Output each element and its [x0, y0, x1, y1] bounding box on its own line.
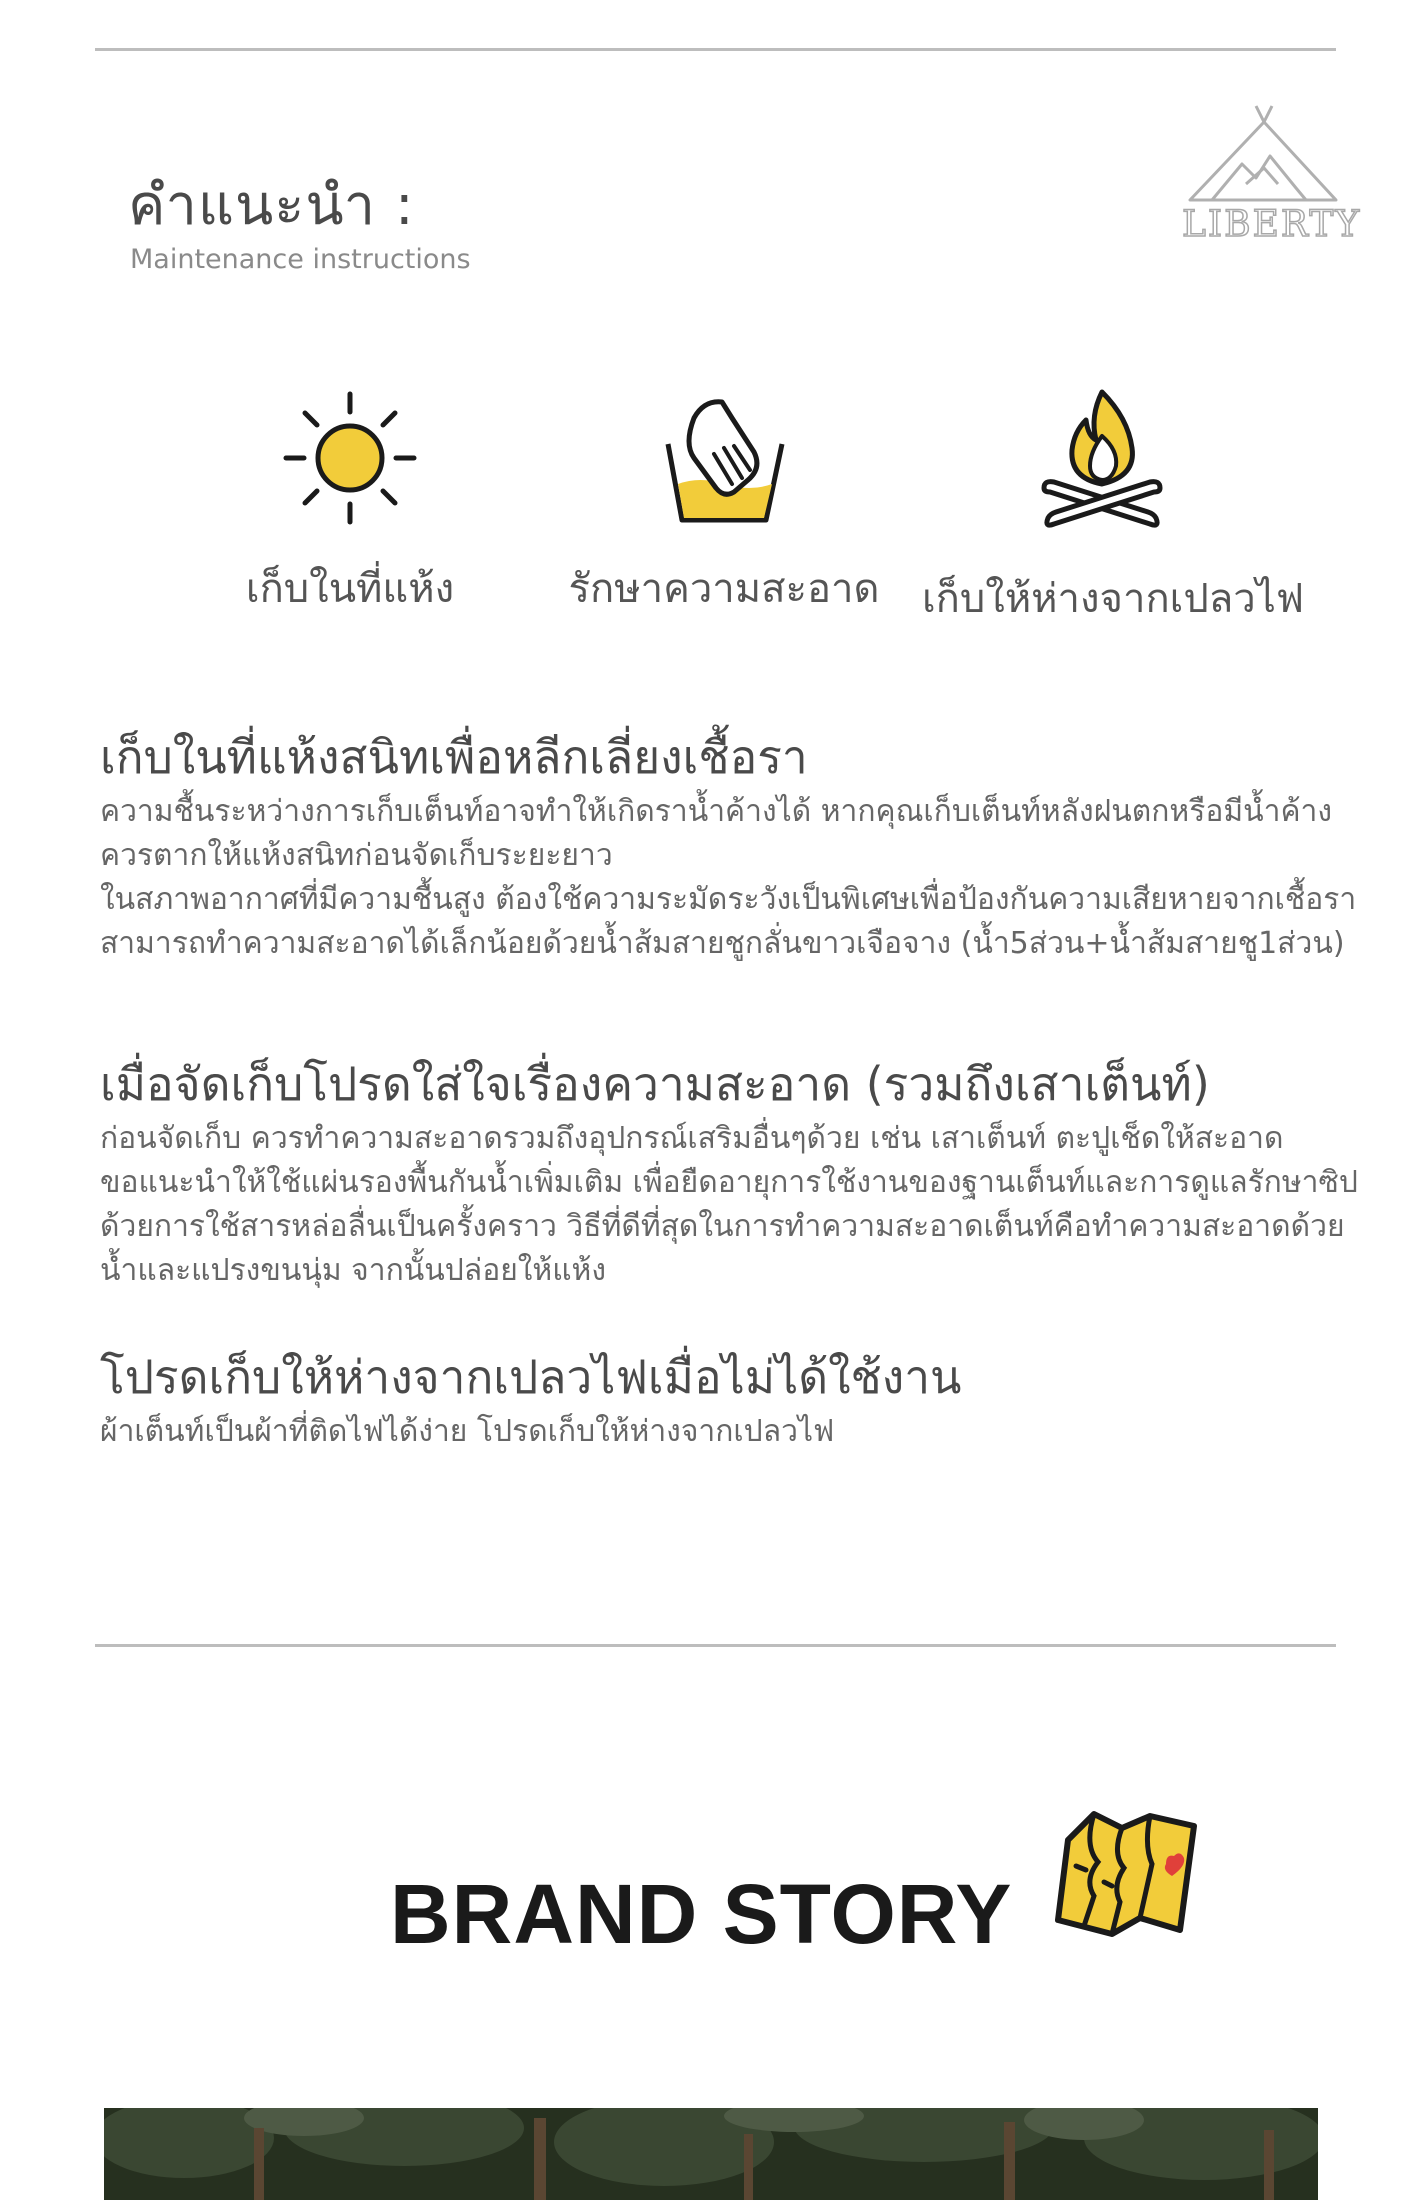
body-line: ความชื้นระหว่างการเก็บเต็นท์อาจทำให้เกิดราน้ำค้างได้ หากคุณเก็บเต็นท์หลังฝนตกหรือมีน้ำค้าง [100, 794, 1333, 829]
body-line: ควรตากให้แห้งสนิทก่อนจัดเก็บระยะยาว [100, 838, 613, 873]
top-divider [95, 48, 1336, 51]
body-line: สามารถทำความสะอาดได้เล็กน้อยด้วยน้ำส้มสายชูกลั่นขาวเจือจาง (น้ำ5ส่วน+น้ำส้มสายชู1ส่วน) [100, 926, 1345, 961]
care-item-dry [170, 388, 530, 620]
body-line: ในสภาพอากาศที่มีความชื้นสูง ต้องใช้ความระมัดระวังเป็นพิเศษเพื่อป้องกันความเสียหายจากเชื้อรา [100, 882, 1357, 917]
hand-wash-icon [654, 388, 794, 528]
folded-map-icon [1054, 1806, 1204, 1942]
section-body [100, 1117, 1360, 1293]
section-heading: เมื่อจัดเก็บโปรดใส่ใจเรื่องความสะอาด (รวมถึงเสาเต็นท์) [100, 1057, 1210, 1111]
body-line: ก่อนจัดเก็บ ควรทำความสะอาดรวมถึงอุปกรณ์เสริมอื่นๆด้วย เช่น เสาเต็นท์ ตะปูเช็ดให้สะอาด [100, 1121, 1284, 1156]
body-line: ผ้าเต็นท์เป็นผ้าที่ติดไฟได้ง่าย โปรดเก็บให้ห่างจากเปลวไฟ [100, 1414, 835, 1449]
care-label-clean: รักษาความสะอาด [568, 566, 880, 612]
section-fire-safety [100, 1348, 1360, 1454]
campfire-icon [1032, 388, 1172, 538]
care-item-clean [544, 388, 904, 620]
tent-logo-icon [1182, 104, 1344, 214]
section-body [100, 1410, 1360, 1454]
section-heading: โปรดเก็บให้ห่างจากเปลวไฟเมื่อไม่ได้ใช้งาน [100, 1350, 962, 1404]
page-subtitle: Maintenance instructions [130, 244, 471, 275]
sun-icon [280, 388, 420, 528]
section-dry-storage [100, 728, 1360, 966]
section-body [100, 790, 1360, 966]
care-label-dry: เก็บในที่แห้ง [245, 566, 455, 612]
body-line: ด้วยการใช้สารหล่อลื่นเป็นครั้งคราว วิธีที่ดีที่สุดในการทำความสะอาดเต็นท์คือทำความสะอาดด้วย [100, 1209, 1345, 1244]
brand-story-banner [390, 1806, 1220, 1966]
body-line: น้ำและแปรงขนนุ่ม จากนั้นปล่อยให้แห้ง [100, 1253, 606, 1288]
page-title: คำแนะนำ : [128, 173, 415, 238]
logo-wordmark: LIBERTY [1182, 204, 1362, 245]
brand-story-title: BRAND STORY [390, 1867, 1013, 1961]
section-cleaning [100, 1055, 1360, 1293]
care-item-fire [922, 388, 1305, 630]
forest-photo-trees [104, 2108, 1318, 2200]
care-label-fire: เก็บให้ห่างจากเปลวไฟ [922, 576, 1305, 622]
liberty-logo [1182, 104, 1362, 245]
section-heading: เก็บในที่แห้งสนิทเพื่อหลีกเลี่ยงเชื้อรา [100, 730, 808, 784]
forest-photo [104, 2108, 1318, 2200]
section-divider [95, 1644, 1336, 1647]
body-line: ขอแนะนำให้ใช้แผ่นรองพื้นกันน้ำเพิ่มเติม เพื่อยืดอายุการใช้งานของฐานเต็นท์และการดูแลรักษาซิป [100, 1165, 1358, 1200]
